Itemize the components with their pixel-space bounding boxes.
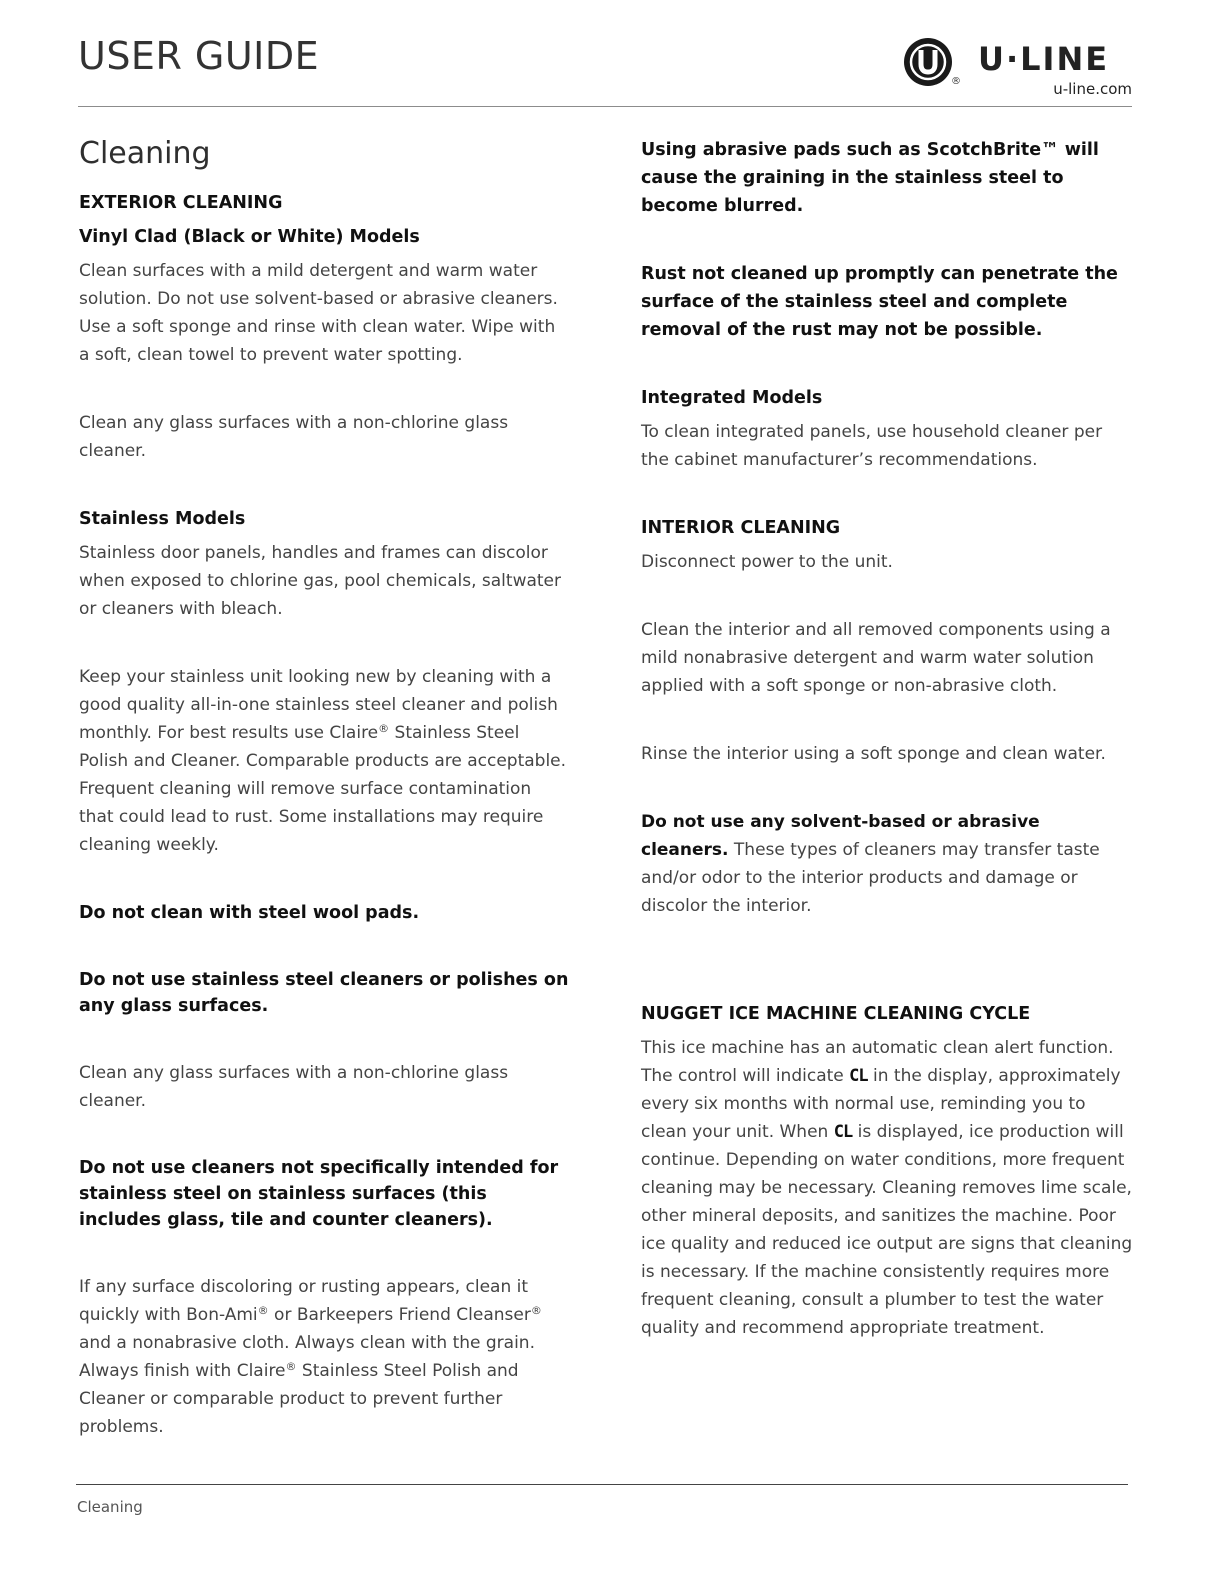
warning-glass-surfaces: Do not use stainless steel cleaners or polishes on any glass surfaces.: [79, 970, 569, 1016]
interior-paragraph-2: Clean the interior and all removed components using a mild nonabrasive detergent and warm water solution applied with a soft sponge or non-abrasive cloth.: [641, 620, 1111, 696]
brand-wordmark: U·LINE: [978, 40, 1110, 78]
page-header-title: USER GUIDE: [78, 34, 320, 78]
exterior-cleaning-heading: EXTERIOR CLEANING: [79, 193, 283, 213]
footer-section-label: Cleaning: [77, 1498, 143, 1516]
nugget-ice-heading: NUGGET ICE MACHINE CLEANING CYCLE: [641, 1004, 1031, 1024]
section-title: Cleaning: [79, 136, 211, 171]
registered-mark: ®: [951, 76, 961, 87]
cl-display-code: CL: [849, 1066, 868, 1086]
header-divider: [78, 106, 1132, 107]
vinyl-paragraph-2: Clean any glass surfaces with a non-chlorine glass cleaner.: [79, 413, 509, 461]
interior-cleaning-heading: INTERIOR CLEANING: [641, 518, 841, 538]
warning-cleaners: Do not use cleaners not specifically intended for stainless steel on stainless surfaces (this includes glass, tile and counter cleaners).: [79, 1158, 559, 1230]
warning-rust: Rust not cleaned up promptly can penetrate the surface of the stainless steel and complete removal of the rust may not be possible.: [641, 264, 1118, 340]
rust-paragraph: If any surface discoloring or rusting appears, clean it quickly with Bon-Ami® or Barkeepers Friend Cleanser® and a nonabrasive cloth. Always clean with the grain. Always finish with Claire® Stainless Steel Polish and Cleaner or comparable product to prevent further problems.: [79, 1277, 542, 1437]
stainless-paragraph-2: Keep your stainless unit looking new by cleaning with a good quality all-in-one stainless steel cleaner and polish monthly. For best results use Claire® Stainless Steel Polish and Cleaner. Comparable products are acceptable. Frequent cleaning will remove surface contamination that could lead to rust. Some installations may require cleaning weekly.: [79, 667, 567, 855]
integrated-paragraph: To clean integrated panels, use household cleaner per the cabinet manufacturer’s recommendations.: [641, 422, 1103, 470]
warning-abrasive-pads: Using abrasive pads such as ScotchBrite™ will cause the graining in the stainless steel to become blurred.: [641, 140, 1099, 216]
integrated-models-heading: Integrated Models: [641, 388, 823, 408]
glass-cleaning-paragraph: Clean any glass surfaces with a non-chlorine glass cleaner.: [79, 1063, 509, 1111]
brand-url: u-line.com: [1053, 80, 1132, 98]
nugget-ice-paragraph: This ice machine has an automatic clean alert function. The control will indicate CL in the display, approximately every six months with normal use, reminding you to clean your unit. When CL is displayed, ice production will continue. Depending on water conditions, more frequent cleaning may be necessary. Cleaning removes lime scale, other mineral deposits, and sanitizes the machine. Poor ice quality and reduced ice output are signs that cleaning is necessary. If the machine consistently requires more frequent cleaning, consult a plumber to test the water quality and recommend appropriate treatment.: [641, 1038, 1133, 1338]
interior-warning-paragraph: Do not use any solvent-based or abrasive cleaners. These types of cleaners may transfer taste and/or odor to the interior products and damage or discolor the interior.: [641, 812, 1100, 916]
stainless-models-heading: Stainless Models: [79, 509, 246, 529]
warning-steel-wool: Do not clean with steel wool pads.: [79, 903, 420, 923]
cl-display-code: CL: [833, 1122, 853, 1142]
vinyl-models-heading: Vinyl Clad (Black or White) Models: [79, 227, 420, 247]
footer-divider: [76, 1484, 1128, 1485]
vinyl-paragraph-1: Clean surfaces with a mild detergent and warm water solution. Do not use solvent-based or abrasive cleaners. Use a soft sponge and rinse with clean water. Wipe with a soft, clean towel to prevent water spotting.: [79, 261, 558, 365]
interior-paragraph-3: Rinse the interior using a soft sponge and clean water.: [641, 744, 1106, 764]
interior-paragraph-1: Disconnect power to the unit.: [641, 552, 893, 572]
stainless-paragraph-1: Stainless door panels, handles and frames can discolor when exposed to chlorine gas, pool chemicals, saltwater or cleaners with bleach.: [79, 543, 562, 619]
left-column: [79, 136, 571, 1441]
brand-logo: [902, 36, 1134, 96]
u-line-emblem-icon: [902, 36, 954, 88]
right-column: [641, 136, 1133, 1342]
